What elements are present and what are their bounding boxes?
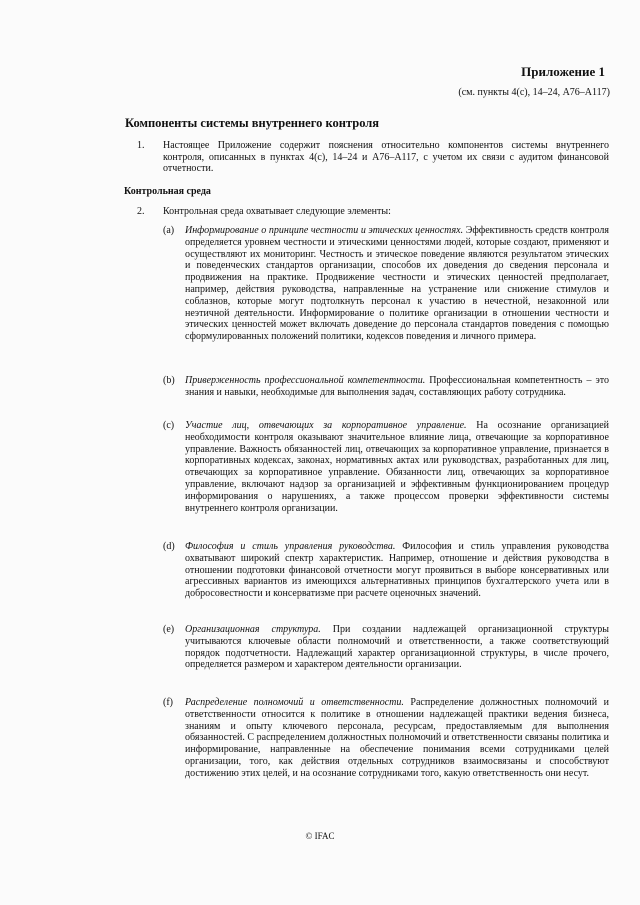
list-item-label: (e) [163,624,175,635]
list-item-label: (d) [163,541,175,552]
list-item-term: Приверженность профессиональной компетентности. [185,375,426,386]
list-item-text: Распределение должностных полномочий и ответственности относится к политике в отношении надлежащей практики ведения бизнеса, знаниям и опыту ключевого персонала, ресурсам, предоставляемым для выполнения обязанностей. С распределением должностных полномочий и ответственности связаны политика и информирование, направленные на обеспечение понимания всеми сотрудниками целей организации, того, как действия отдельных сотрудников взаимосвязаны и способствуют достижению этих целей, и на осознание сотрудниками того, какую ответственность они несут. [185,697,609,779]
list-item-label: (f) [163,697,173,708]
paragraph-1-number: 1. [137,140,145,151]
list-item-body [185,375,609,399]
list-item-text: При создании надлежащей организационной структуры учитываются ключевые области полномочий и ответственности, а также соответствующий порядок подотчетности. Надлежащий характер организационной структуры, в числе прочего, определяется размером и характером деятельности организации. [185,624,609,671]
list-item-term: Организационная структура. [185,624,321,635]
list-item-body [185,225,609,343]
appendix-reference: (см. пункты 4(с), 14–24, A76–A117) [458,87,610,98]
list-item-body [185,624,609,671]
section-heading: Контрольная среда [124,186,211,197]
list-item-label: (a) [163,225,175,236]
list-item-term: Философия и стиль управления руководства. [185,541,396,552]
list-item-text: Философия и стиль управления руководства охватывают широкий спектр характеристик. Например, отношение и действия руководства в отношении подготовки финансовой отчетности могут проявиться в выборе консервативных или агрессивных вариантов из имеющихся альтернативных принципов бухгалтерского учета или в добросовестности и консерватизме при расчете оценочных значений. [185,541,609,600]
paragraph-1-text: Настоящее Приложение содержит пояснения относительно компонентов системы внутреннего контроля, описанных в пунктах 4(с), 14–24 и A76–A117, с учетом их связи с аудитом финансовой отчетности. [163,140,609,175]
list-item-label: (b) [163,375,175,386]
list-item-text: Эффективность средств контроля определяется уровнем честности и этическими ценностями людей, которые создают, применяют и осуществляют их мониторинг. Честность и этическое поведение являются результатом этических и поведенческих стандартов организации, способов их доведения до сведения персонала и продвижения на практике. Продвижение честности и этических ценностей предполагает, например, действия руководства, направленные на устранение или снижение стимулов и соблазнов, которые могут подтолкнуть персонал к участию в нечестной, незаконной или неэтичной деятельности. Информирование о политике организации в отношении честности и этических ценностей может включать доведение до персонала стандартов поведения с помощью сформулированных положений политики, кодексов поведения и личного примера. [185,225,609,343]
document-title: Компоненты системы внутреннего контроля [125,116,380,130]
paragraph-2-number: 2. [137,206,145,217]
appendix-title: Приложение 1 [521,64,605,79]
list-item-term: Распределение полномочий и ответственности. [185,697,404,708]
list-item-body [185,420,609,514]
list-item-term: Участие лиц, отвечающих за корпоративное управление. [185,420,467,431]
page-footer: © IFAC [305,831,335,841]
list-item-body [185,697,609,780]
list-item-text: На осознание организацией необходимости контроля оказывают значительное влияние лица, отвечающие за корпоративное управление. Важность обязанностей лиц, отвечающих за корпоративное управление, признается в корпоративных кодексах, законах, нормативных актах или руководствах, разработанных для лиц, отвечающих за корпоративное управление. Обязанности лиц, отвечающих за корпоративное управление, включают надзор за организацией и эффективным функционированием процедур информирования о нарушениях, а также процессом проверки эффективности системы внутреннего контроля организации. [185,420,609,514]
list-item-label: (c) [163,420,175,431]
list-item-body [185,541,609,600]
paragraph-2-text: Контрольная среда охватывает следующие элементы: [163,206,391,217]
list-item-text: Профессиональная компетентность – это знания и навыки, необходимые для выполнения задач, составляющих работу сотрудника. [185,375,609,398]
list-item-term: Информирование о принципе честности и этических ценностях. [185,225,464,236]
